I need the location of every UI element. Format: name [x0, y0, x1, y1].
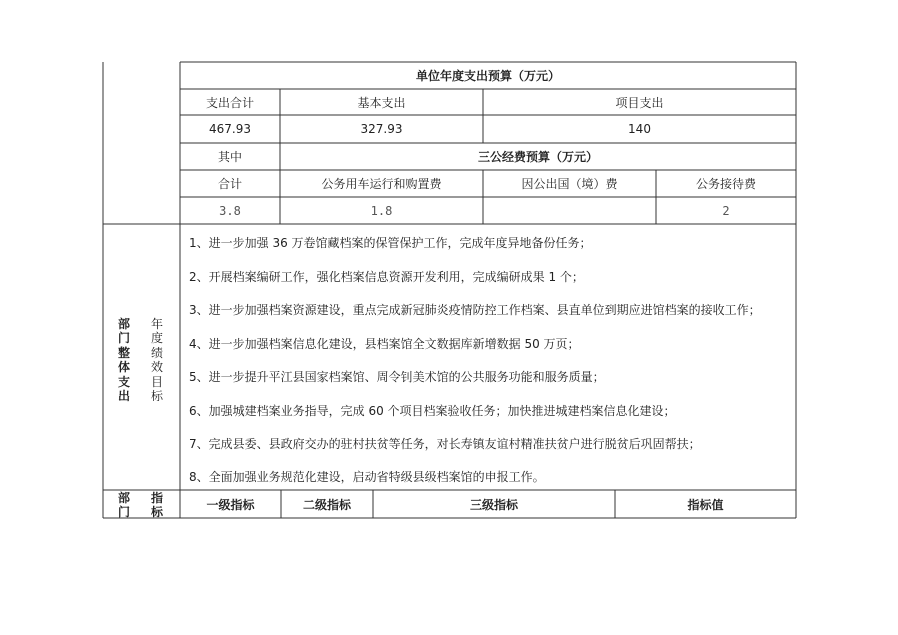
- indicator-header-value: 指标值: [687, 497, 724, 512]
- budget-header-total: 支出合计: [205, 95, 254, 110]
- sangong-header-reception: 公务接待费: [695, 177, 756, 191]
- goal-item-5: 5、进一步提升平江县国家档案馆、周令钊美术馆的公共服务功能和服务质量；: [189, 370, 605, 384]
- indicator-header-level2: 二级指标: [302, 497, 351, 512]
- goal-item-8: 8、全面加强业务规范化建设，启动省特级县级档案馆的申报工作。: [189, 470, 545, 484]
- sangong-header-vehicle: 公务用车运行和购置费: [321, 177, 442, 191]
- budget-header-basic: 基本支出: [357, 95, 406, 110]
- sangong-value-reception: 2: [722, 203, 730, 218]
- budget-header-project: 项目支出: [615, 95, 664, 110]
- section-label-goals: 年度绩效目标: [150, 317, 163, 404]
- goal-item-1: 1、进一步加强 36 万卷馆藏档案的保管保护工作，完成年度异地备份任务；: [189, 236, 592, 250]
- budget-value-total: 467.93: [209, 122, 251, 136]
- goal-item-6: 6、加强城建档案业务指导，完成 60 个项目档案验收任务；加快推进城建档案信息化建设；: [189, 404, 676, 418]
- section-label-department: 部门整体支出: [117, 317, 130, 404]
- indicator-header-level1: 一级指标: [206, 497, 255, 512]
- sangong-value-vehicle: 1.8: [370, 203, 393, 218]
- indicator-header-level3: 三级指标: [469, 497, 518, 512]
- sangong-title: 三公经费预算（万元）: [477, 150, 598, 164]
- goal-item-3: 3、进一步加强档案资源建设，重点完成新冠肺炎疫情防控工作档案、县直单位到期应进馆档案的接收工作；: [189, 303, 761, 317]
- sangong-label: 其中: [217, 150, 242, 164]
- goal-item-2: 2、开展档案编研工作，强化档案信息资源开发利用，完成编研成果 1 个；: [189, 270, 584, 284]
- goal-item-7: 7、完成县委、县政府交办的驻村扶贫等任务，对长寿镇友谊村精准扶贫户进行脱贫后巩固帮扶；: [189, 437, 701, 451]
- sangong-value-abroad: [483, 197, 656, 224]
- indicator-label-index: 指标: [150, 491, 163, 520]
- sangong-header-total: 合计: [217, 177, 242, 191]
- indicator-label-department: 部门: [117, 491, 130, 520]
- sangong-header-abroad: 因公出国（境）费: [521, 177, 618, 191]
- budget-value-basic: 327.93: [360, 122, 403, 136]
- sangong-value-total: 3.8: [219, 203, 241, 218]
- budget-value-project: 140: [628, 122, 651, 136]
- budget-title: 单位年度支出预算（万元）: [415, 69, 560, 83]
- goal-item-4: 4、进一步加强档案信息化建设，县档案馆全文数据库新增数据 50 万页；: [189, 337, 580, 351]
